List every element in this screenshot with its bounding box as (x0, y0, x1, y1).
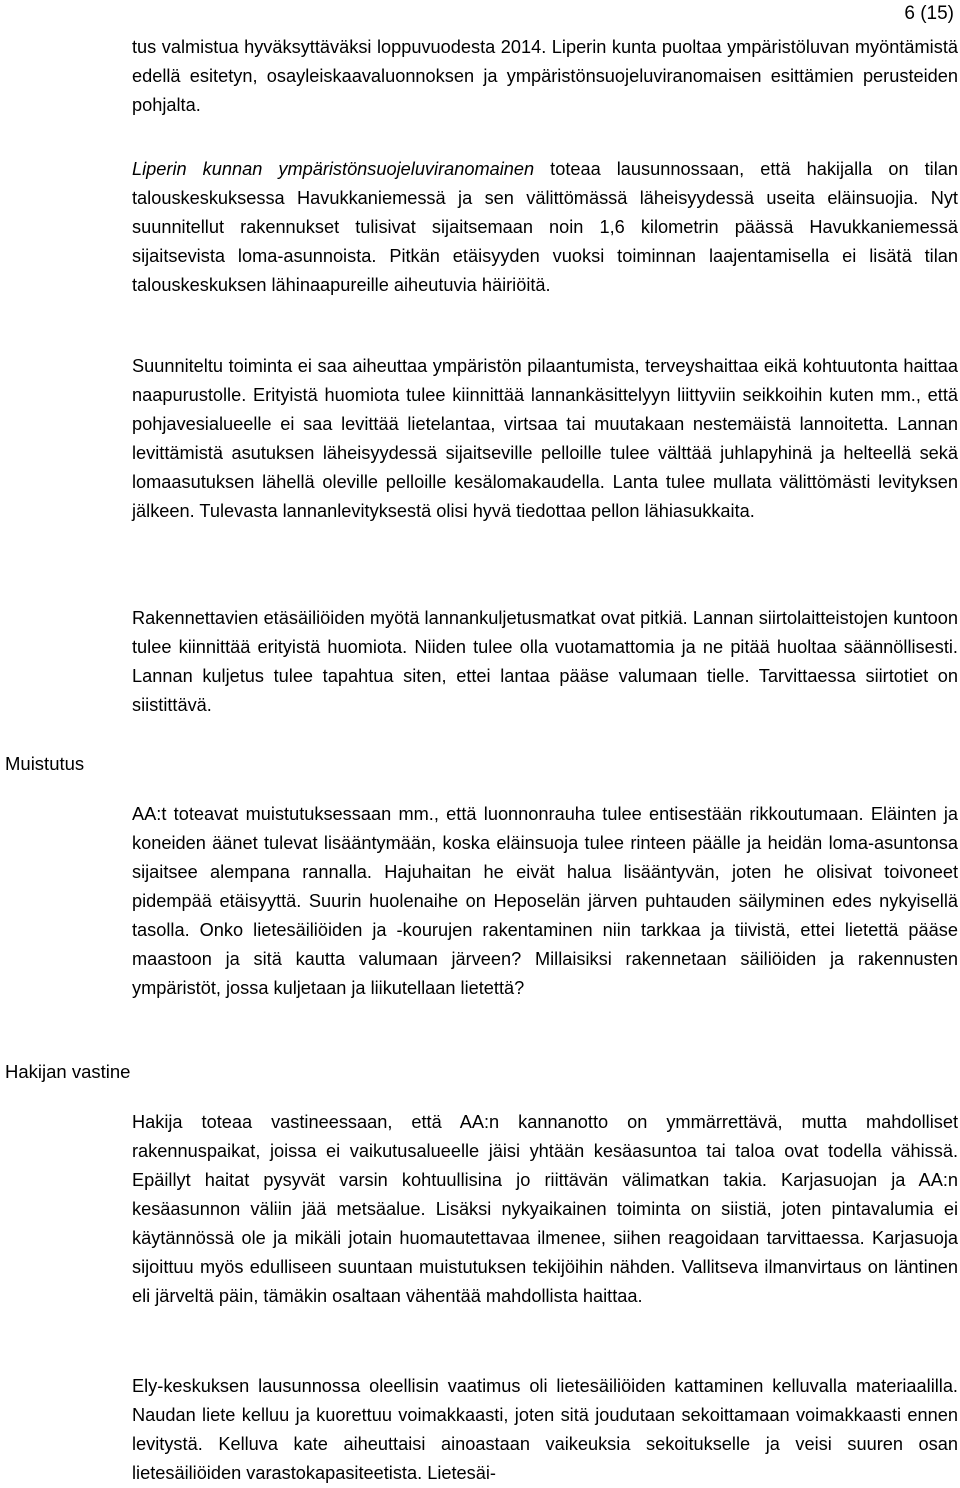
paragraph-3: Suunniteltu toiminta ei saa aiheuttaa ympäristön pilaantumista, terveyshaittaa eikä kohtuutonta haittaa naapurustolle. Erityistä huomiota tulee kiinnittää lannankäsittelyyn liittyviin seikkoihin kuten mm., että pohjavesialueelle ei saa levittää lietelantaa, virtsaa tai muutakaan nestemäistä lannoitetta. Lannan levittämistä asutuksen läheisyydessä sijaitseville pelloille tulee välttää juhlapyhinä ja helteellä sekä lomaasutuksen lähellä oleville pelloille kesälomakaudella. Lanta tulee mullata välittömästi levityksen jälkeen. Tulevasta lannanlevityksestä olisi hyvä tiedottaa pellon lähiasukkaita. (132, 356, 958, 521)
paragraph-2 (132, 155, 958, 300)
paragraph-7: Ely-keskuksen lausunnossa oleellisin vaatimus oli lietesäiliöiden kattaminen kelluvalla materiaalilla. Naudan liete kelluu ja kuorettuu voimakkaasti, joten sitä joudutaan sekoittamaan voimakkaasti ennen levitystä. Kelluva kate aiheuttaisi ainoastaan vaikeuksia sekoitukselle ja veisi suuren osan lietesäiliöiden varastokapasiteetista. Lietesäi- (132, 1376, 958, 1483)
side-label-hakijan-vastine: Hakijan vastine (5, 1061, 131, 1082)
body-column (132, 1372, 958, 1488)
page-number: 6 (15) (904, 3, 954, 24)
side-label-muistutus: Muistutus (5, 753, 85, 774)
body-column (132, 604, 958, 720)
body-column (132, 1108, 958, 1311)
authority-name: Liperin kunnan ympäristönsuojeluviranomainen (132, 159, 535, 179)
paragraph-4: Rakennettavien etäsäiliöiden myötä lannankuljetusmatkat ovat pitkiä. Lannan siirtolaitteistojen kuntoon tulee kiinnittää erityistä huomiota. Niiden tulee olla vuotamattomia ja ne pitää huoltaa säännöllisesti. Lannan kuljetus tulee tapahtua siten, ettei lantaa pääse valumaan tielle. Tarvittaessa siirtotiet on siistittävä. (132, 608, 958, 715)
body-column (132, 352, 958, 526)
paragraph-2-text: toteaa lausunnossaan, että hakijalla on tilan talouskeskuksessa Havukkaniemessä ja sen välittömässä läheisyydessä useita eläinsuojia. Nyt suunnitellut rakennukset tulisivat sijaitsemaan noin 1,6 kilometrin päässä Havukkaniemessä sijaitsevista loma-asunnoista. Pitkän etäisyyden vuoksi toiminnan laajentamisella ei lisätä tilan talouskeskuksen lähinaapureille aiheutuvia häiriöitä. (132, 159, 958, 295)
paragraph-5: AA:t toteavat muistutuksessaan mm., että luonnonrauha tulee entisestään rikkoutumaan. Eläinten ja koneiden äänet tulevat lisääntymään, koska eläinsuoja tulee rinteen päälle ja heidän loma-asuntonsa sijaitsee alempana rannalla. Hajuhaitan he eivät halua lisääntyvän, joten he olisivat toivoneet pidempää etäisyyttä. Suurin huolenaihe on Heposelän järven puhtauden säilyminen edes nykyisellä tasolla. Onko lietesäiliöiden ja -kourujen rakentaminen niin tarkkaa ja tiivistä, ettei lietettä pääse maastoon ja sitä kautta valumaan järveen? Millaisiksi rakennetaan säiliöiden ja rakennusten ympäristöt, jossa kuljetaan ja liikutellaan lietettä? (132, 804, 958, 998)
body-column (132, 800, 958, 1003)
body-column (132, 155, 958, 300)
paragraph-1: tus valmistua hyväksyttäväksi loppuvuodesta 2014. Liperin kunta puoltaa ympäristöluvan myöntämistä edellä esitetyn, osayleiskaavaluonnoksen ja ympäristönsuojeluviranomaisen esittämien perusteiden pohjalta. (132, 37, 958, 115)
paragraph-6: Hakija toteaa vastineessaan, että AA:n kannanotto on ymmärrettävä, mutta mahdolliset rakennuspaikat, joissa ei vaikutusalueelle jäisi yhtään kesäasuntoa tai taloa ovat todella vähissä. Epäillyt haitat pysyvät varsin kohtuullisina jo riittävän välimatkan takia. Karjasuojan ja AA:n kesäasunnon väliin jää metsäalue. Lisäksi nykyaikainen toiminta on siistiä, joten pintavalumia ei käytännössä ole ja mikäli jotain huomautettavaa ilmenee, siihen reagoidaan tarvittaessa. Karjasuoja sijoittuu myös edulliseen suuntaan muistutuksen tekijöihin nähden. Vallitseva ilmanvirtaus on läntinen eli järveltä päin, tämäkin osaltaan vähentää mahdollista haittaa. (132, 1112, 958, 1306)
body-column (132, 33, 958, 120)
